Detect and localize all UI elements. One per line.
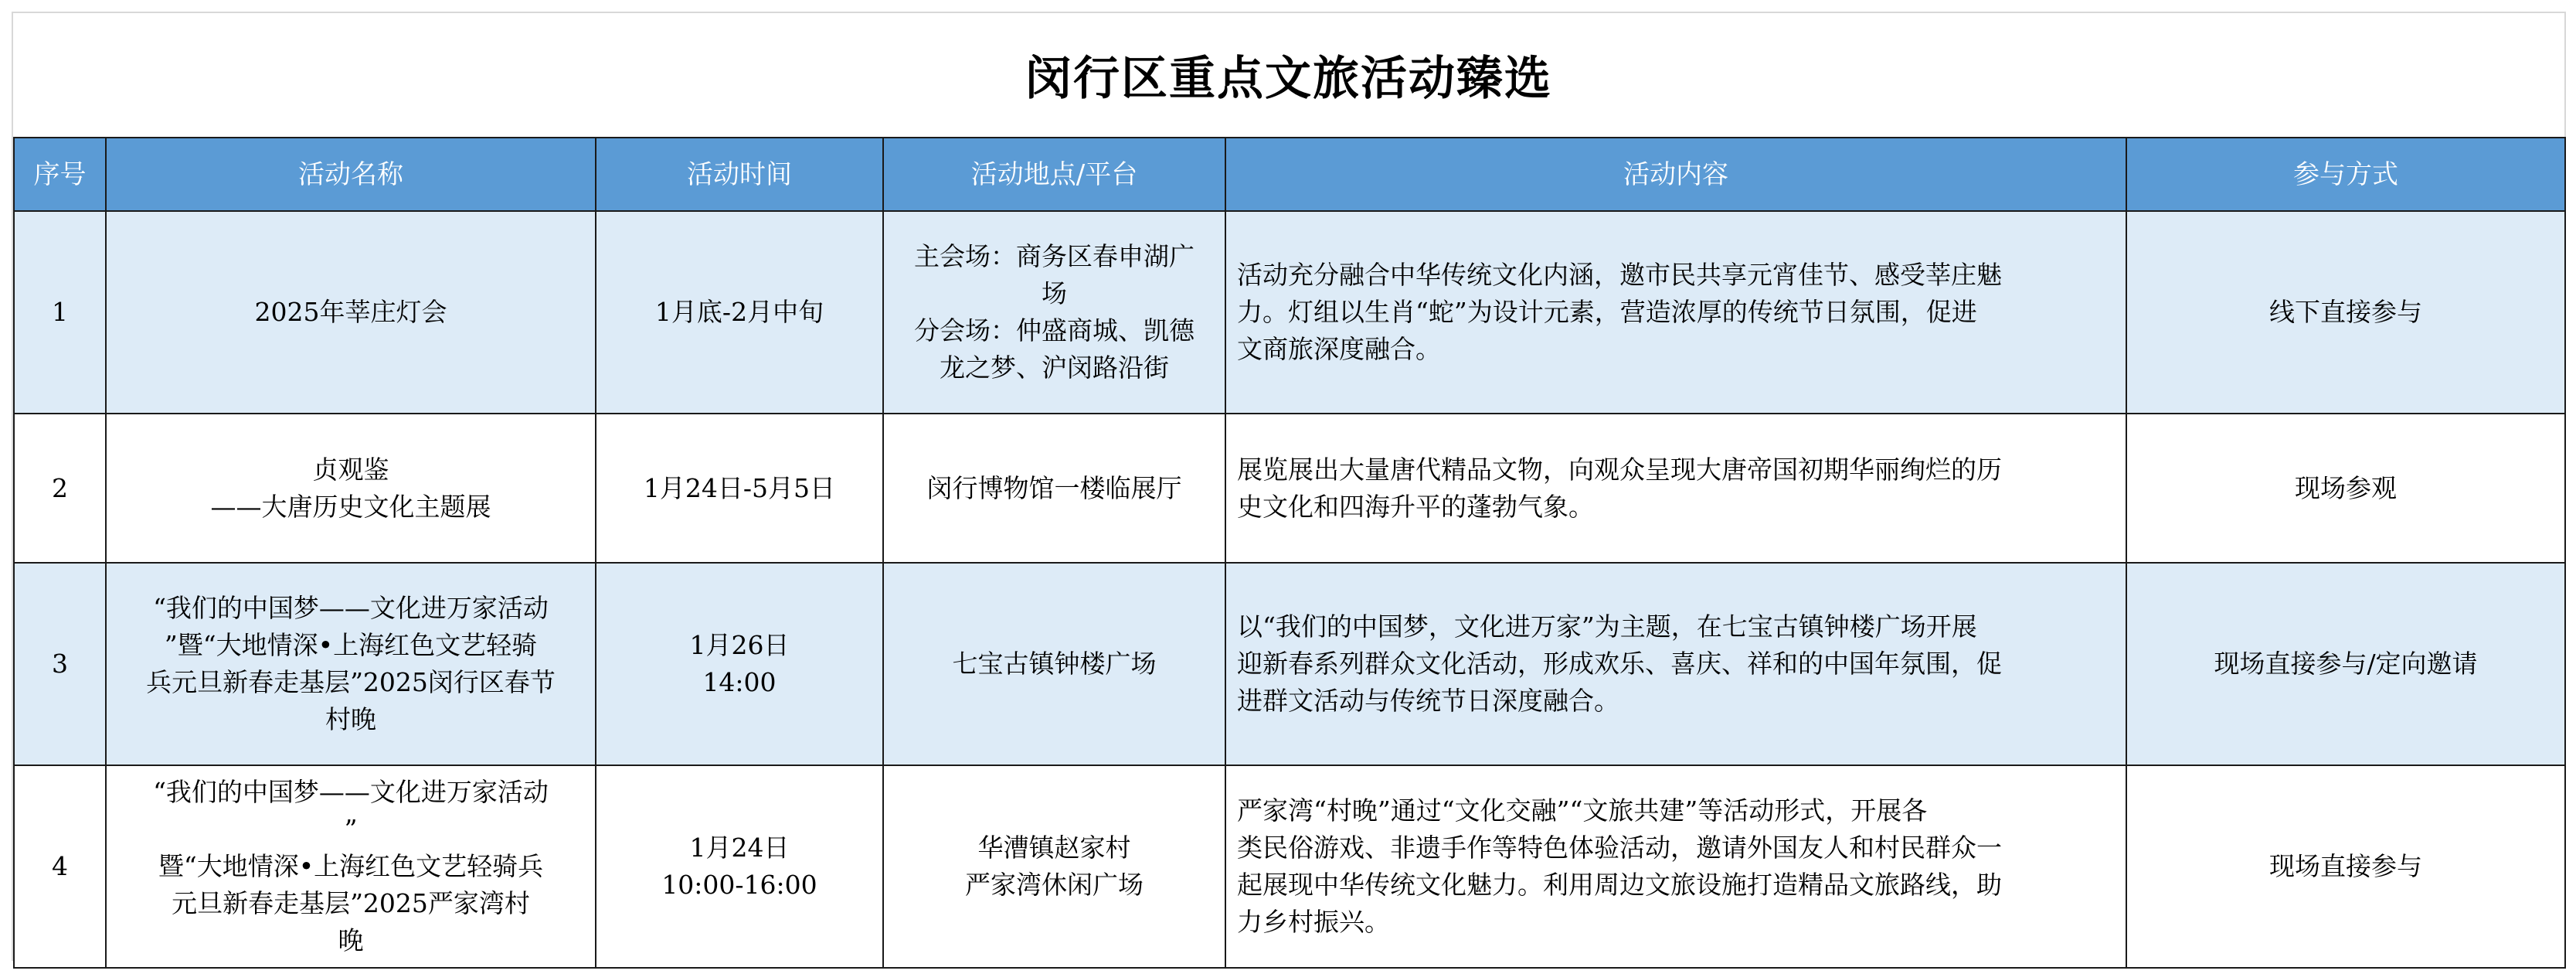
cell-time-line: 1月24日-5月5日 bbox=[643, 472, 836, 503]
cell-index[interactable] bbox=[14, 211, 106, 414]
cell-index[interactable] bbox=[14, 414, 106, 563]
header-index[interactable]: 序号 bbox=[14, 138, 106, 211]
cell-name-line: “我们的中国梦——文化进万家活动 bbox=[153, 593, 549, 623]
table-row bbox=[14, 563, 2565, 765]
cell-index-line: 3 bbox=[52, 649, 68, 679]
cell-venue-line: 严家湾休闲广场 bbox=[965, 870, 1144, 900]
cell-index-line: 2 bbox=[52, 472, 68, 503]
header-name[interactable]: 活动名称 bbox=[106, 138, 596, 211]
page-title: 闵行区重点文旅活动臻选 bbox=[1025, 52, 1552, 106]
cell-content-line: 进群文活动与传统节日深度融合。 bbox=[1237, 686, 1619, 716]
cell-name-line: 村晚 bbox=[325, 704, 376, 734]
cell-index-line: 1 bbox=[52, 297, 68, 327]
cell-time[interactable] bbox=[596, 414, 883, 563]
cell-index[interactable] bbox=[14, 765, 106, 968]
header-content[interactable]: 活动内容 bbox=[1225, 138, 2126, 211]
cell-join[interactable] bbox=[2126, 211, 2565, 414]
cell-join-line: 现场直接参与 bbox=[2269, 851, 2422, 881]
cell-venue-line: 闵行博物馆一楼临展厅 bbox=[926, 472, 1182, 503]
cell-join[interactable] bbox=[2126, 563, 2565, 765]
cell-time-line: 1月24日 bbox=[689, 833, 790, 863]
cell-name-line: 晚 bbox=[338, 925, 364, 955]
cell-content[interactable] bbox=[1225, 414, 2126, 563]
cell-venue-line: 龙之梦、沪闵路沿街 bbox=[940, 352, 1169, 383]
cell-join-line: 现场直接参与/定向邀请 bbox=[2214, 649, 2478, 679]
cell-join-line: 现场参观 bbox=[2295, 472, 2397, 503]
cell-content-line: 起展现中华传统文化魅力。利用周边文旅设施打造精品文旅路线，助 bbox=[1237, 870, 2002, 900]
cell-name-line: 暨“大地情深•上海红色文艺轻骑兵 bbox=[158, 851, 544, 881]
header-time[interactable]: 活动时间 bbox=[596, 138, 883, 211]
cell-join[interactable] bbox=[2126, 765, 2565, 968]
spreadsheet-sheet bbox=[12, 12, 2566, 961]
header-venue[interactable]: 活动地点/平台 bbox=[883, 138, 1225, 211]
table-body bbox=[14, 211, 2565, 968]
cell-venue[interactable] bbox=[883, 211, 1225, 414]
cell-content-line: 严家湾“村晚”通过“文化交融”“文旅共建”等活动形式，开展各 bbox=[1237, 795, 1928, 826]
cell-name[interactable] bbox=[106, 765, 596, 968]
cell-name[interactable] bbox=[106, 414, 596, 563]
cell-time-line: 14:00 bbox=[702, 667, 777, 697]
cell-content[interactable] bbox=[1225, 563, 2126, 765]
cell-name[interactable] bbox=[106, 563, 596, 765]
cell-content-line: 力乡村振兴。 bbox=[1237, 907, 1390, 937]
cell-content-line: 迎新春系列群众文化活动，形成欢乐、喜庆、祥和的中国年氛围，促 bbox=[1237, 649, 2002, 679]
cell-name-line: ” bbox=[344, 814, 358, 844]
cell-content[interactable] bbox=[1225, 765, 2126, 968]
table-row bbox=[14, 414, 2565, 563]
activity-table bbox=[13, 137, 2566, 969]
cell-name-line: 贞观鉴 bbox=[312, 454, 389, 485]
cell-name[interactable] bbox=[106, 211, 596, 414]
cell-index[interactable] bbox=[14, 563, 106, 765]
cell-content-line: 以“我们的中国梦，文化进万家”为主题，在七宝古镇钟楼广场开展 bbox=[1237, 611, 1977, 642]
cell-venue-line: 七宝古镇钟楼广场 bbox=[952, 649, 1157, 679]
cell-name-line: “我们的中国梦——文化进万家活动 bbox=[153, 777, 549, 807]
cell-time[interactable] bbox=[596, 765, 883, 968]
cell-content-line: 活动充分融合中华传统文化内涵，邀市民共享元宵佳节、感受莘庄魅 bbox=[1237, 260, 2002, 290]
cell-content-line: 类民俗游戏、非遗手作等特色体验活动，邀请外国友人和村民群众一 bbox=[1237, 833, 2002, 863]
cell-content-line: 力。灯组以生肖“蛇”为设计元素，营造浓厚的传统节日氛围，促进 bbox=[1237, 297, 1977, 327]
cell-content[interactable] bbox=[1225, 211, 2126, 414]
cell-venue-line: 主会场：商务区春申湖广 bbox=[914, 241, 1195, 271]
cell-name-line: ——大唐历史文化主题展 bbox=[210, 491, 491, 522]
cell-venue[interactable] bbox=[883, 414, 1225, 563]
cell-time-line: 10:00-16:00 bbox=[661, 870, 817, 900]
cell-content-line: 史文化和四海升平的蓬勃气象。 bbox=[1237, 491, 1594, 522]
cell-venue-line: 场 bbox=[1042, 278, 1067, 308]
cell-name-line: 兵元旦新春走基层”2025闵行区春节 bbox=[146, 667, 556, 697]
header-join[interactable]: 参与方式 bbox=[2126, 138, 2565, 211]
cell-index-line: 4 bbox=[52, 851, 68, 881]
table-row bbox=[14, 211, 2565, 414]
cell-join-line: 线下直接参与 bbox=[2269, 297, 2422, 327]
cell-name-line: 元旦新春走基层”2025严家湾村 bbox=[172, 888, 530, 918]
cell-time-line: 1月26日 bbox=[689, 630, 790, 660]
cell-name-line: ”暨“大地情深•上海红色文艺轻骑 bbox=[164, 630, 538, 660]
table-row bbox=[14, 765, 2565, 968]
cell-time[interactable] bbox=[596, 563, 883, 765]
cell-venue-line: 华漕镇赵家村 bbox=[977, 833, 1131, 863]
cell-venue[interactable] bbox=[883, 765, 1225, 968]
cell-content-line: 文商旅深度融合。 bbox=[1237, 334, 1441, 364]
cell-content-line: 展览展出大量唐代精品文物，向观众呈现大唐帝国初期华丽绚烂的历 bbox=[1237, 454, 2002, 485]
cell-join[interactable] bbox=[2126, 414, 2565, 563]
table-header-row bbox=[14, 138, 2565, 211]
cell-time-line: 1月底-2月中旬 bbox=[654, 297, 824, 327]
cell-venue-line: 分会场：仲盛商城、凯德 bbox=[914, 315, 1195, 346]
cell-venue[interactable] bbox=[883, 563, 1225, 765]
cell-time[interactable] bbox=[596, 211, 883, 414]
cell-name-line: 2025年莘庄灯会 bbox=[254, 297, 447, 327]
